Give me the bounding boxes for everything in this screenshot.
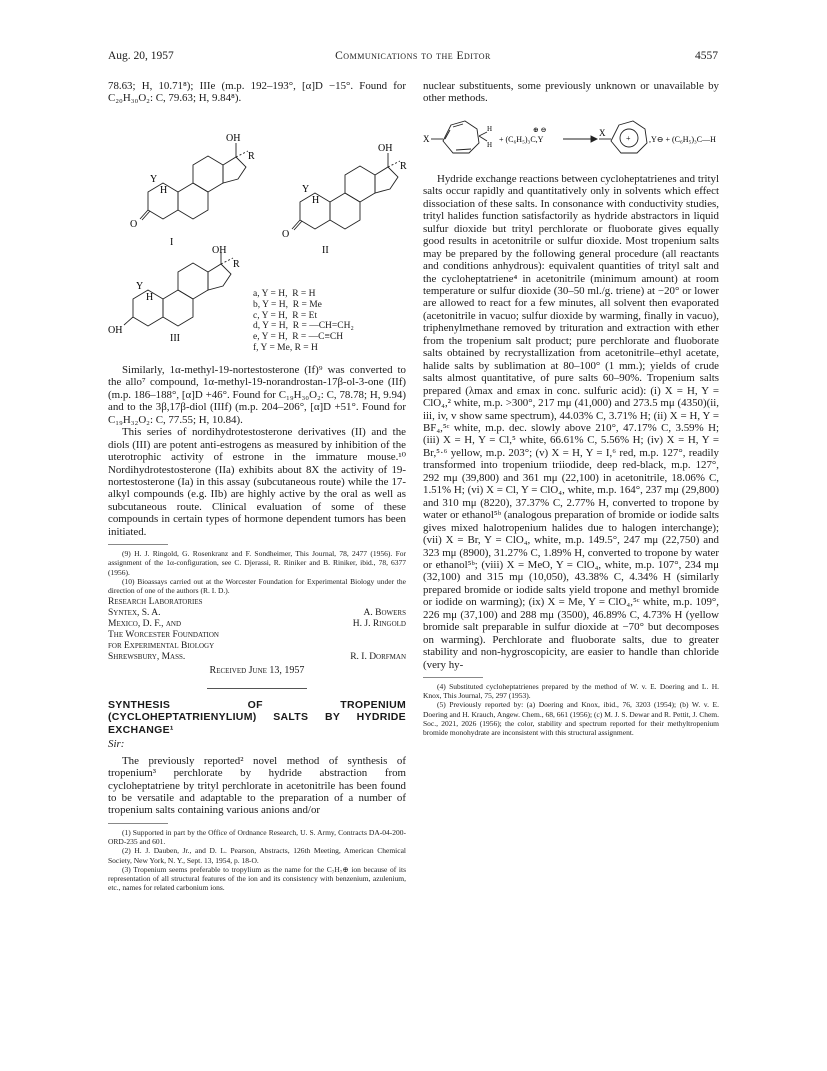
II-r-label: R (400, 160, 407, 172)
I-label: I (170, 236, 174, 248)
steroid-diagram-I-II (108, 107, 406, 267)
reaction-scheme (423, 111, 719, 167)
header-date: Aug. 20, 1957 (108, 50, 174, 62)
I-y-label: Y (150, 173, 158, 185)
footnote-rule (423, 677, 483, 678)
paragraph: The previously reported² novel method of synthesis of tropenium³ perchlorate by hydride abstraction from cycloheptatriene by trityl perchlorate in acetonitrile has been found to be versatile and adaptable to the preparation of a number of tropenium salts containing various anions and/or (108, 754, 406, 817)
footnote: (2) H. J. Dauben, Jr., and D. L. Pearson, Abstracts, 126th Meeting, American Chemical Society, New York, N. Y., Sept. 13, 1954, p. 18-O. (108, 846, 406, 865)
paragraph: Similarly, 1α-methyl-19-nortestosterone (If)⁹ was converted to the allo⁷ compound, 1α-methyl-19-norandrostan-17β-ol-3-one (IIf) (m.p. 186–188°, [α]D +46°. Found for C₁₉H₃₀O₂: C, 78.78; H, 9.94) and to the 3β,17β-diol (IIIf) (m.p. 204–206°, [α]D +51°. Found for C₁₉H₃₂O₂: C, 77.55; H, 10.84). (108, 363, 406, 426)
article-title: SYNTHESIS OF TROPENIUM (CYCLOHEPTATRIENYLIUM) SALTS BY HYDRIDE EXCHANGE¹ (108, 698, 406, 736)
paragraph: nuclear substituents, some previously unknown or unavailable by other methods. (423, 80, 719, 105)
affiliation-row: Syntex, S. A. A. Bowers (108, 608, 406, 619)
footnote: (3) Tropenium seems preferable to tropylium as the name for the C₇H₇⊕ ion because of its representation of all structural features of the ion and its consistency with benzenium, azulenium, etc., names for related carbonium ions. (108, 864, 406, 893)
page-number: 4557 (695, 50, 718, 62)
footnote-rule (108, 823, 168, 824)
I-oh-label: OH (226, 132, 241, 144)
I-h-label: H (160, 184, 168, 196)
III-oh-3-label: OH (108, 324, 123, 336)
eq-h1: H (487, 124, 493, 133)
eq-products: ,Y⊖ + (C₆H₅)₃C—H (649, 134, 716, 144)
legend-line: d, Y = H, R = —CH=CH₂ (253, 321, 354, 332)
II-h-label: H (312, 194, 320, 206)
steroid-structures-I-II (108, 107, 406, 267)
I-r-label: R (248, 150, 255, 162)
II-label: II (322, 244, 329, 256)
salutation: Sir: (108, 738, 125, 751)
footnote: (9) H. J. Ringold, G. Rosenkranz and F. Sondheimer, This Journal, 78, 2477 (1956). For assignment of the 1α-configuration, see C. Djerassi, R. Riniker and B. Riniker, ibid., 78, 6377 (1956). (108, 549, 406, 577)
eq-x-right: X (599, 127, 606, 138)
III-oh-label: OH (212, 244, 227, 256)
legend-line: f, Y = Me, R = H (253, 342, 318, 353)
affiliation-row: The Worcester Foundation (108, 630, 219, 641)
steroid-structure-III (108, 244, 406, 362)
II-y-label: Y (302, 183, 310, 195)
eq-h2: H (487, 140, 493, 149)
legend-line: a, Y = H, R = H (253, 288, 316, 299)
footnote: (4) Substituted cycloheptatrienes prepared by the method of W. v. E. Doering and L. H. Knox, This Journal, 75, 297 (1953). (423, 682, 719, 701)
legend-line: e, Y = H, R = —C≡CH (253, 332, 344, 343)
I-o-label: O (130, 218, 138, 230)
page-header (108, 50, 718, 66)
affiliation-row: Mexico, D. F., and H. J. Ringold (108, 619, 406, 630)
eq-charges: ⊕ ⊖ (533, 125, 547, 134)
right-column (423, 80, 719, 737)
header-section: Communications to the Editor (335, 50, 491, 62)
III-r-label: R (233, 258, 240, 270)
continued-text: 78.63; H, 10.71⁸); IIIe (m.p. 192–193°, [α]D −15°. Found for C₂₀H₃₀O₂: C, 79.63; H, 9.84⁸). (108, 80, 406, 105)
reaction-equation (423, 111, 719, 167)
footnote-rule (108, 544, 168, 545)
paragraph: Hydride exchange reactions between cycloheptatrienes and trityl salts occur rapidly and quantitatively only in solvents which effect dissociation of these salts. In consonance with conductivity studies, trityl halides function satisfactorily as hydride abstractors in liquid sulfur dioxide but trityl perchlorate or fluoborate gives equally good results in acetonitrile or sulfur dioxide. Most tropenium salts may be prepared by the following general procedure (all reactants and conditions anhydrous): equivalent quantities of trityl salt and the cycloheptatriene⁴ in acetonitrile (minimum amount) at room temperature or sulfur dioxide (30–50 ml./g. triene) at −20° or lower are allowed to react for a few minutes, all solvent then evaporated (acetonitrile in vacuo; sulfur dioxide by warming, finally in vacuo), triphenylmethane removed by trituration and extraction with ether from the tropenium salt product; pure perchlorate and fluoborate salts obtained by recrystallization from acetonitrile–ethyl acetate, halide salts by sublimation at 80–100° (1 mm.); yields of crude salts almost quantitative, of pure salts 60–90%. Tropenium salts prepared (λmax and εmax in conc. sulfuric acid): (i) X = H, Y = ClO₄,² white, m.p. >300°, 217 mμ (41,000) and 273.5 mμ (4350)(ii, iii, iv, v show same spectrum), 44.03% C, 3.71% H; (ii) X = H, Y = BF₄,⁵ᶜ white, m.p. dec. slowly above 210°, 47.17% C, 3.59% H; (iii) X = H, Y = Cl,⁵ white, 66.61% C, 5.56% H; (iv) X = H, Y = Br,⁵·⁶ yellow, m.p. 203°; (v) X = H, Y = I,⁶ red, m.p. 127°, readily transformed into tropenium triiodide, deep red-black, m.p. 127°, 292 mμ (39,800) and 361 mμ (22,100) in acetonitrile, 18.06% C, 1.51% H; (vi) X = Cl, Y = ClO₄, white, m.p. 164°, 237 mμ (29,800) and 310 mμ (8220), 37.37% C, 2.77% H, converted to tropone by water or ethanol⁵ᵇ (analogous preparation of bromide or iodide salts gives mixed halotropenium halides due to halogen interchange); (vii) X = Br, Y = ClO₄, white, m.p. 149.5°, 247 mμ (22,750) and 323 mμ (8900), 31.27% C, 1.89% H, converted to tropone by water or ethanol⁵ᵇ; (viii) X = MeO, Y = ClO₄, white, m.p. 107°, 234 mμ (32,100) and 315 mμ (10,050), 43.38% C, 4.34% H (similarly prepared bromide or iodide salts yield tropone and methyl bromide or iodide on warming); (ix) X = Me, Y = ClO₄,⁵ᶜ white, m.p. 109°, 226 mμ (37,100) and 288 mμ (3500), 46.89% C, 4.73% H (yellow bromide salt preparable in sulfur dioxide at −70° but decomposes on warming). Perchlorate and fluoborate salts, due to greater stability and non-hygroscopicity, are easier to handle than chloride (very hy- (423, 172, 719, 671)
eq-plus: + (626, 133, 631, 143)
III-label: III (170, 332, 180, 344)
left-column (108, 80, 406, 892)
affiliation-row: Shrewsbury, Mass. R. I. Dorfman (108, 652, 406, 663)
author-affiliations (108, 597, 406, 663)
III-y-label: Y (136, 280, 144, 292)
affiliation-row: for Experimental Biology (108, 641, 215, 652)
eq-reagent: + (C₆H₅)₃C,Y (499, 134, 544, 144)
substituent-legend (253, 289, 354, 354)
steroid-diagram-III (108, 244, 248, 344)
footnote: (10) Bioassays carried out at the Worcester Foundation for Experimental Biology under the direction of one of the authors (R. I. D.). (108, 576, 406, 596)
legend-line: b, Y = H, R = Me (253, 299, 322, 310)
eq-x-left: X (423, 133, 430, 144)
article-separator (207, 688, 307, 689)
footnote: (5) Previously reported by: (a) Doering and Knox, ibid., 76, 3203 (1954); (b) W. v. E. Doering and H. Krauch, Angew. Chem., 68, 661 (1956); (c) M. J. S. Dewar and R. Pettit, J. Chem. Soc., 2021, 2026 (1956); the color, stability and spectrum reported for their methyltropenium bromide monohydrate are inconsistent with this structural assignment. (423, 700, 719, 738)
affiliation-row: Research Laboratories (108, 597, 203, 608)
received-date: Received June 13, 1957 (209, 665, 305, 677)
footnote: (1) Supported in part by the Office of Ordnance Research, U. S. Army, Contracts DA-04-200-ORD-235 and 601. (108, 827, 406, 847)
III-h-label: H (146, 291, 154, 303)
legend-line: c, Y = H, R = Et (253, 310, 318, 321)
II-o-label: O (282, 228, 290, 240)
II-oh-label: OH (378, 142, 393, 154)
paragraph: This series of nordihydrotestosterone derivatives (II) and the diols (III) are potent anti-estrogens as measured by inhibition of the uterotrophic activity of estrone in the immature mouse.¹⁰ Nordihydrotestosterone (IIa) exhibits about 8X the activity of 19-nortestosterone (Ia) in this assay (subcutaneous route) while the 17-alkyl compounds (e.g. IIb) are highly active by the oral as well as subcutaneous route. Clinical evaluation of some of these compounds in certain types of hormone dependent tumors has been initiated. (108, 426, 406, 538)
